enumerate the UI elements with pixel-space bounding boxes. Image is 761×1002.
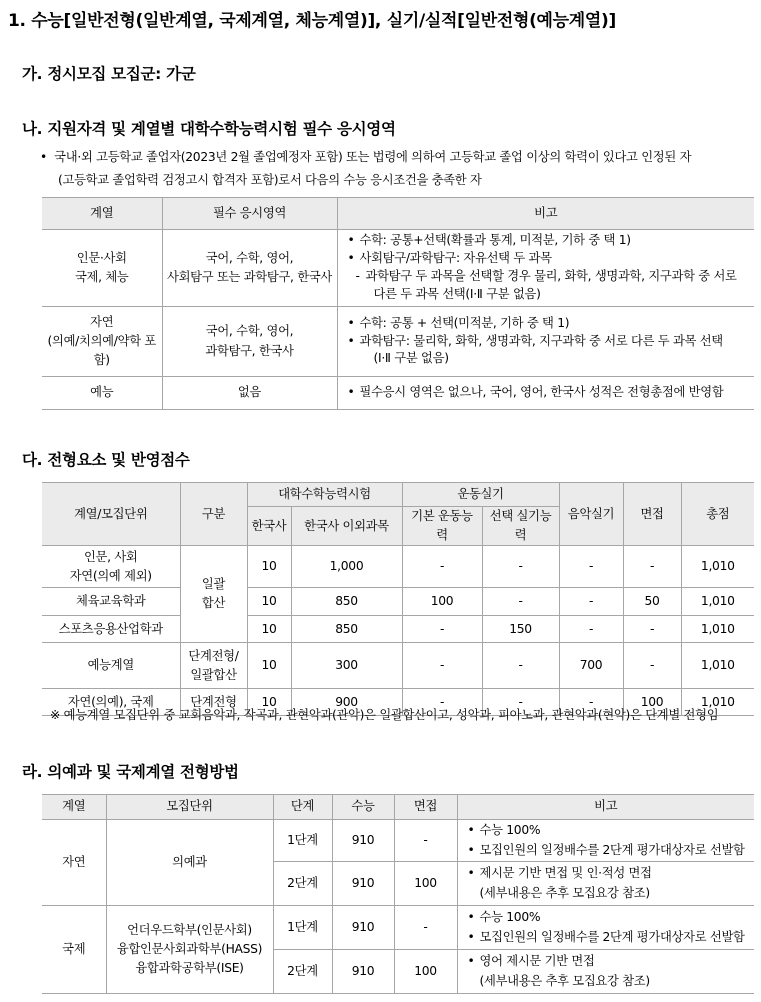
- sec-da-rows-1-hist: 10: [247, 588, 291, 616]
- table-row: [42, 820, 754, 862]
- sec-da-headers-basic: 기본 운동능력: [402, 507, 482, 546]
- sec-na-table-rows-1-notes-1-text: • 과학탐구: 물리학, 화학, 생명과학, 지구과학 중 서로 다른 두 과목 선택: [346, 333, 752, 351]
- sec-ra-headers-4: 면접: [394, 795, 457, 820]
- section-da-heading: 다. 전형요소 및 반영점수: [22, 451, 190, 469]
- selection-method-table: [42, 794, 754, 994]
- sec-da-rows-1-intv: 50: [623, 588, 681, 616]
- sec-da-headers-music: 음악실기: [559, 483, 623, 546]
- sec-da-rows-4-other: 900: [291, 689, 402, 716]
- sec-ra-headers-3: 수능: [332, 795, 394, 820]
- sec-da-rows-4-sel: -: [482, 689, 559, 716]
- table-row: [42, 643, 754, 689]
- sec-ra-headers-0: 계열: [42, 795, 106, 820]
- sec-na-table-rows-0-notes-0-text: • 수학: 공통+선택(확률과 통계, 미적분, 기하 중 택 1): [346, 232, 752, 250]
- sec-na-table-rows-1-field-1: (의예/치의예/약학 포함): [47, 333, 156, 368]
- sec-ra-groups-0-stages-0-suneung: 910: [332, 820, 394, 862]
- score-table: [42, 482, 754, 716]
- sec-da-rows-2-music: -: [559, 616, 623, 643]
- sec-da-rows-0-total: 1,010: [681, 546, 754, 588]
- sec-na-table-rows-0-areas-0: 국어, 수학, 영어,: [205, 250, 294, 265]
- sec-da-rows-4-basic: -: [402, 689, 482, 716]
- sec-ra-groups-0-unit-0: 의예과: [106, 820, 273, 906]
- table-row: [42, 906, 754, 950]
- sec-ra-groups-0-stages-0-notes-1: • 모집인원의 일정배수를 2단계 평가대상자로 선발함: [466, 841, 752, 860]
- sec-da-headers-select: 선택 실기능력: [482, 507, 559, 546]
- sec-da-rows-3-basic: -: [402, 643, 482, 689]
- sec-da-rows-3-other: 300: [291, 643, 402, 689]
- sec-da-rows-3-unit-0: 예능계열: [42, 643, 180, 689]
- sec-da-headers-other: 한국사 이외과목: [291, 507, 402, 546]
- sec-da-rows-2-basic: -: [402, 616, 482, 643]
- sec-ra-groups-0-stages-1-notes-0: • 제시문 기반 면접 및 인·적성 면접: [466, 864, 752, 883]
- sec-na-table-rows-2-areas-0: 없음: [162, 377, 337, 410]
- header-field: 계열: [42, 198, 162, 230]
- sec-ra-groups-0-stages-0-interview: -: [394, 820, 457, 862]
- sec-ra-groups-1-stages-0-suneung: 910: [332, 906, 394, 950]
- sec-na-table-rows-1-notes-0-text: • 수학: 공통 + 선택(미적분, 기하 중 택 1): [346, 315, 752, 333]
- sec-da-rows-0-unit-1: 자연(의예 제외): [69, 568, 152, 583]
- sec-na-table-rows-1-areas-0: 국어, 수학, 영어,: [205, 324, 294, 339]
- sec-ra-groups-1-stages-0-interview: -: [394, 906, 457, 950]
- eligibility-text-2: (고등학교 졸업학력 검정고시 합격자 포함)로서 다음의 수능 응시조건을 충족한 자: [58, 173, 482, 187]
- sec-da-headers-total: 총점: [681, 483, 754, 546]
- sec-da-rows-1-other: 850: [291, 588, 402, 616]
- sec-ra-groups-0-stages-1-stage: 2단계: [273, 862, 332, 906]
- table-row: [42, 616, 754, 643]
- header-notes: 비고: [337, 198, 754, 230]
- sec-ra-groups-0-stages-1-interview: 100: [394, 862, 457, 906]
- sec-da-headers-type: 구분: [180, 483, 247, 546]
- table-row: [42, 546, 754, 588]
- sec-da-rows-0-music: -: [559, 546, 623, 588]
- sec-da-rows-4-type-0: 단계전형: [180, 689, 247, 716]
- sec-ra-groups-1-stages-1-stage: 2단계: [273, 950, 332, 994]
- sec-ra-groups-1-unit-2: 융합과학공학부(ISE): [135, 961, 244, 976]
- sec-da-rows-3-type-1: 일괄합산: [190, 667, 237, 682]
- sec-da-rows-2-other: 850: [291, 616, 402, 643]
- sec-da-rows-4-music: -: [559, 689, 623, 716]
- sec-ra-groups-0-field: 자연: [42, 820, 106, 906]
- sec-da-group-type-1: 합산: [201, 596, 226, 611]
- sec-ra-groups-1-unit-1: 융합인문사회과학부(HASS): [116, 941, 263, 956]
- sec-da-rows-3-total: 1,010: [681, 643, 754, 689]
- table-row: [42, 307, 754, 377]
- sec-da-rows-0-hist: 10: [247, 546, 291, 588]
- sec-da-rows-0-intv: -: [623, 546, 681, 588]
- sec-da-rows-3-sel: -: [482, 643, 559, 689]
- sec-da-rows-2-intv: -: [623, 616, 681, 643]
- section-ra-heading: 라. 의예과 및 국제계열 전형방법: [22, 763, 239, 781]
- sec-da-group-type-0: 일괄: [201, 577, 226, 592]
- table-row: [42, 230, 754, 307]
- sec-na-table-rows-0-notes-2-text: - 과학탐구 두 과목을 선택할 경우 물리, 화학, 생명과학, 지구과학 중 서로: [346, 268, 752, 286]
- sec-da-rows-0-unit-0: 인문, 사회: [83, 549, 138, 564]
- sec-da-rows-4-intv: 100: [623, 689, 681, 716]
- section-na-heading: 나. 지원자격 및 계열별 대학수학능력시험 필수 응시영역: [22, 120, 396, 138]
- sec-ra-groups-1-stages-0-stage: 1단계: [273, 906, 332, 950]
- sec-ra-groups-1-unit-0: 언더우드학부(인문사회): [127, 922, 252, 937]
- sec-da-rows-3-music: 700: [559, 643, 623, 689]
- sec-da-headers-unit: 계열/모집단위: [42, 483, 180, 546]
- sec-da-rows-0-sel: -: [482, 546, 559, 588]
- sec-ra-groups-0-stages-0-stage: 1단계: [273, 820, 332, 862]
- header-areas: 필수 응시영역: [162, 198, 337, 230]
- table-row: [42, 588, 754, 616]
- sec-da-rows-1-total: 1,010: [681, 588, 754, 616]
- sec-na-table-rows-0-notes-1-text: • 사회탐구/과학탐구: 자유선택 두 과목: [346, 250, 752, 268]
- sec-da-rows-2-hist: 10: [247, 616, 291, 643]
- sec-ra-groups-1-field: 국제: [42, 906, 106, 994]
- sec-ra-groups-0-stages-0-notes-0: • 수능 100%: [466, 821, 752, 840]
- sec-da-rows-4-hist: 10: [247, 689, 291, 716]
- sec-da-rows-1-basic: 100: [402, 588, 482, 616]
- sec-ra-groups-1-stages-1-notes-1: (세부내용은 추후 모집요강 참조): [479, 973, 650, 988]
- sec-na-bullet-line1: 국내·외 고등학교 졸업자(2023년 2월 졸업예정자 포함) 또는 법령에 의하여 고등학교 졸업 이상의 학력이 있다고 인정된 자: [54, 150, 692, 164]
- sec-na-table-rows-0-areas-1: 사회탐구 또는 과학탐구, 한국사: [167, 270, 332, 284]
- page-title: 1. 수능[일반전형(일반계열, 국제계열, 체능계열)], 실기/실적[일반전형(예능계열)]: [8, 11, 616, 31]
- sec-da-rows-4-unit-0: 자연(의예), 국제: [42, 689, 180, 716]
- sec-da-headers-interview: 면접: [623, 483, 681, 546]
- arts-note: ※ 예능계열 모집단위 중 교회음악과, 작곡과, 관현악과(관악)은 일괄합산이고, 성악과, 피아노과, 관현악과(현악)은 단계별 전형임: [50, 708, 719, 722]
- sec-da-rows-2-sel: 150: [482, 616, 559, 643]
- sec-ra-groups-1-stages-0-notes-1: • 모집인원의 일정배수를 2단계 평가대상자로 선발함: [466, 928, 752, 947]
- sec-ra-groups-1-stages-1-interview: 100: [394, 950, 457, 994]
- sec-ra-headers-1: 모집단위: [106, 795, 273, 820]
- sec-da-rows-1-music: -: [559, 588, 623, 616]
- sec-da-rows-3-intv: -: [623, 643, 681, 689]
- sec-na-table-rows-0-field-0: 인문·사회: [76, 250, 127, 265]
- sec-na-table-rows-1-notes-2-text: (Ⅰ·Ⅱ 구분 없음): [373, 351, 449, 366]
- sec-ra-headers-5: 비고: [457, 795, 754, 820]
- sec-da-rows-3-hist: 10: [247, 643, 291, 689]
- sec-da-rows-0-other: 1,000: [291, 546, 402, 588]
- sec-da-rows-2-total: 1,010: [681, 616, 754, 643]
- sec-da-headers-korean-history: 한국사: [247, 507, 291, 546]
- sec-na-table-rows-0-notes-3-text: 다른 두 과목 선택(Ⅰ·Ⅱ 구분 없음): [373, 286, 541, 301]
- required-areas-table: [42, 197, 754, 410]
- sec-ra-groups-0-stages-1-suneung: 910: [332, 862, 394, 906]
- sec-na-table-rows-2-field-0: 예능: [42, 377, 162, 410]
- sec-na-table-rows-1-areas-1: 과학탐구, 한국사: [205, 343, 294, 358]
- table-row: [42, 377, 754, 410]
- sec-da-rows-0-basic: -: [402, 546, 482, 588]
- sec-da-rows-1-sel: -: [482, 588, 559, 616]
- sec-da-rows-1-unit-0: 체육교육학과: [42, 588, 180, 616]
- sec-da-headers-suneung: 대학수학능력시험: [247, 483, 402, 507]
- sec-ra-groups-0-stages-1-notes-1: (세부내용은 추후 모집요강 참조): [479, 885, 650, 900]
- sec-da-rows-2-unit-0: 스포츠응용산업학과: [42, 616, 180, 643]
- sec-ra-groups-1-stages-1-notes-0: • 영어 제시문 기반 면접: [466, 952, 752, 971]
- sec-ra-groups-1-stages-1-suneung: 910: [332, 950, 394, 994]
- sec-da-headers-sports: 운동실기: [402, 483, 559, 507]
- section-ga-heading: 가. 정시모집 모집군: 가군: [22, 65, 196, 83]
- sec-da-rows-4-total: 1,010: [681, 689, 754, 716]
- sec-na-table-rows-0-field-1: 국제, 체능: [74, 270, 129, 284]
- sec-da-rows-3-type-0: 단계전형/: [188, 648, 239, 663]
- sec-ra-headers-2: 단계: [273, 795, 332, 820]
- sec-ra-groups-1-stages-0-notes-0: • 수능 100%: [466, 908, 752, 927]
- sec-na-table-rows-2-notes-0-text: • 필수응시 영역은 없으나, 국어, 영어, 한국사 성적은 전형총점에 반영함: [346, 383, 752, 402]
- sec-na-table-rows-1-field-0: 자연: [90, 314, 114, 329]
- eligibility-text-1: • 국내·외 고등학교 졸업자(2023년 2월 졸업예정자 포함) 또는 법령에 의하여 고등학교 졸업 이상의 학력이 있다고 인정된 자: [40, 150, 692, 164]
